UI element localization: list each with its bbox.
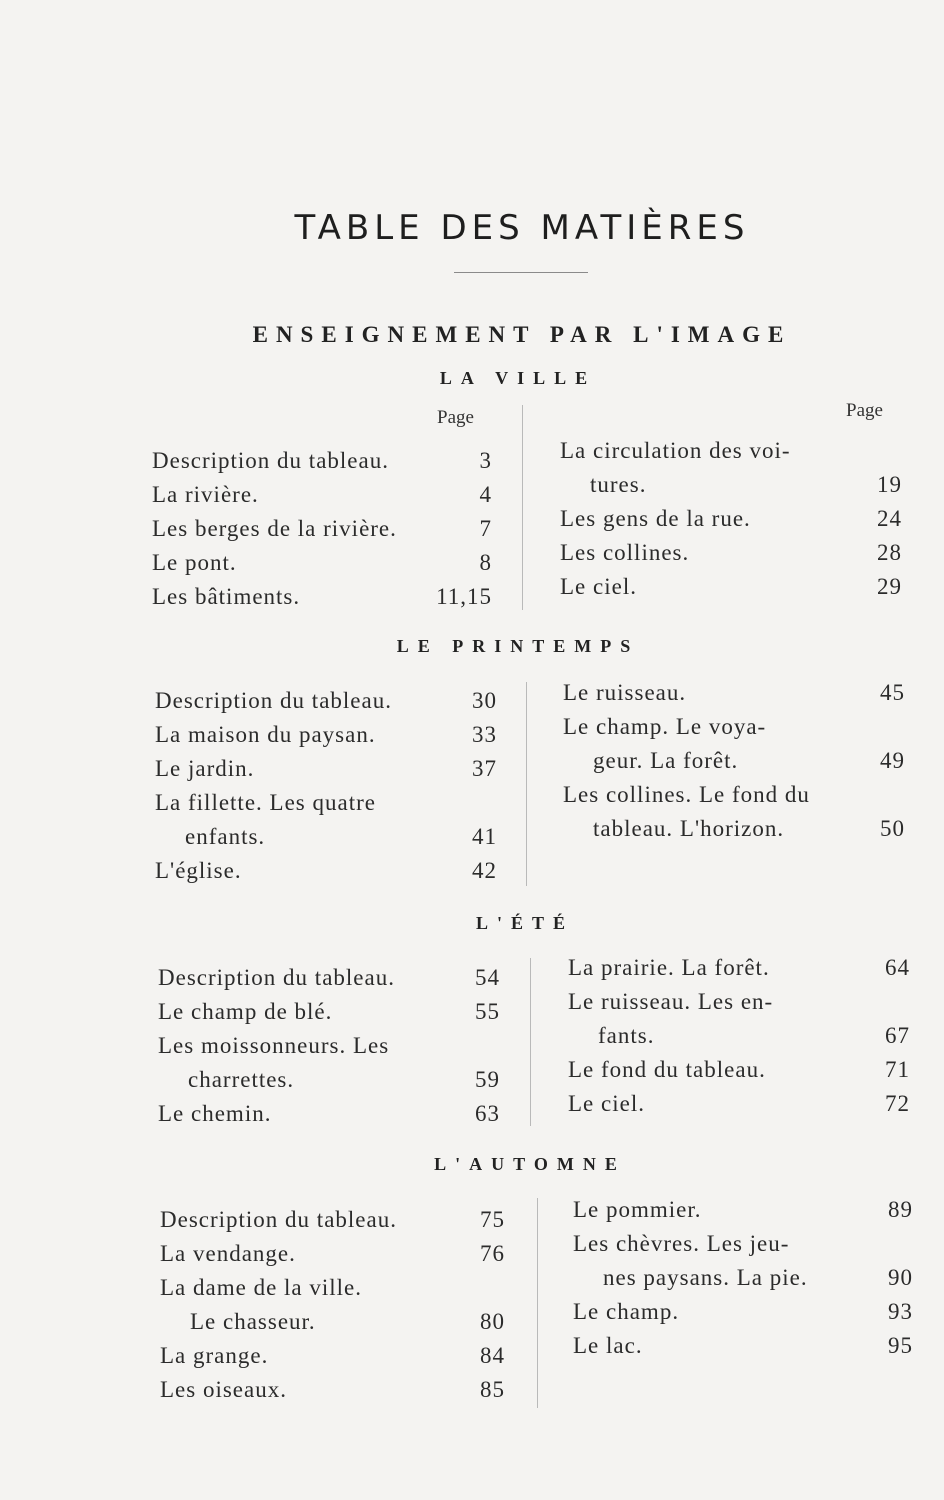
page-column-label-right: Page xyxy=(846,400,883,421)
document-page: TABLE DES MATIÈRES ENSEIGNEMENT PAR L'IMAGE LA VILLE Page Page Description du tableau. 3 La rivière. 4 Les berges de la rivière. 7 Le pont. 8 Les bâtiments. 11,15 La circulation des voi- tures. 19 Les gens de la rue. 24 Les collines. 28 Le ciel. 29 LE PRINTEMPS Description du tableau. 30 La maison du paysan. 33 Le jardin. 37 La fillette. Les quatre enfants. 41 L'église. 42 Le ruisseau. 45 Le champ. Le voya- geur. La forêt. 49 Les collines. Le fond du tableau. L'horizon. 50 L'ÉTÉ Description du tableau. 54 Le champ de blé. 55 Les moissonneurs. Les charrettes. 59 Le chemin. 63 La prairie. La forêt. 64 Le ruisseau. Les en- fants. 67 Le fond du tableau. 71 Le ciel. 72 L'AUTOMNE Description du tableau. 75 La vendange. 76 La dame de la ville. Le chasseur. 80 La grange. 84 Les oiseaux. 85 Le pommier. 89 Les chèvres. Les jeu- nes paysans. La pie. 90 Le champ. 93 Le lac. 95 xyxy=(0,0,944,1500)
main-heading: ENSEIGNEMENT PAR L'IMAGE xyxy=(252,322,792,347)
section-heading-la-ville: LA VILLE xyxy=(439,368,597,388)
column-divider xyxy=(526,682,527,886)
column-divider xyxy=(530,958,531,1126)
section-heading-l-automne: L'AUTOMNE xyxy=(434,1154,626,1174)
page-title: TABLE DES MATIÈRES xyxy=(294,208,750,248)
section-heading-l-ete: L'ÉTÉ xyxy=(475,913,575,933)
column-divider xyxy=(537,1198,538,1408)
column-divider xyxy=(522,405,523,610)
title-rule xyxy=(454,272,588,273)
section-heading-le-printemps: LE PRINTEMPS xyxy=(396,636,640,656)
page-column-label-left: Page xyxy=(437,407,474,428)
